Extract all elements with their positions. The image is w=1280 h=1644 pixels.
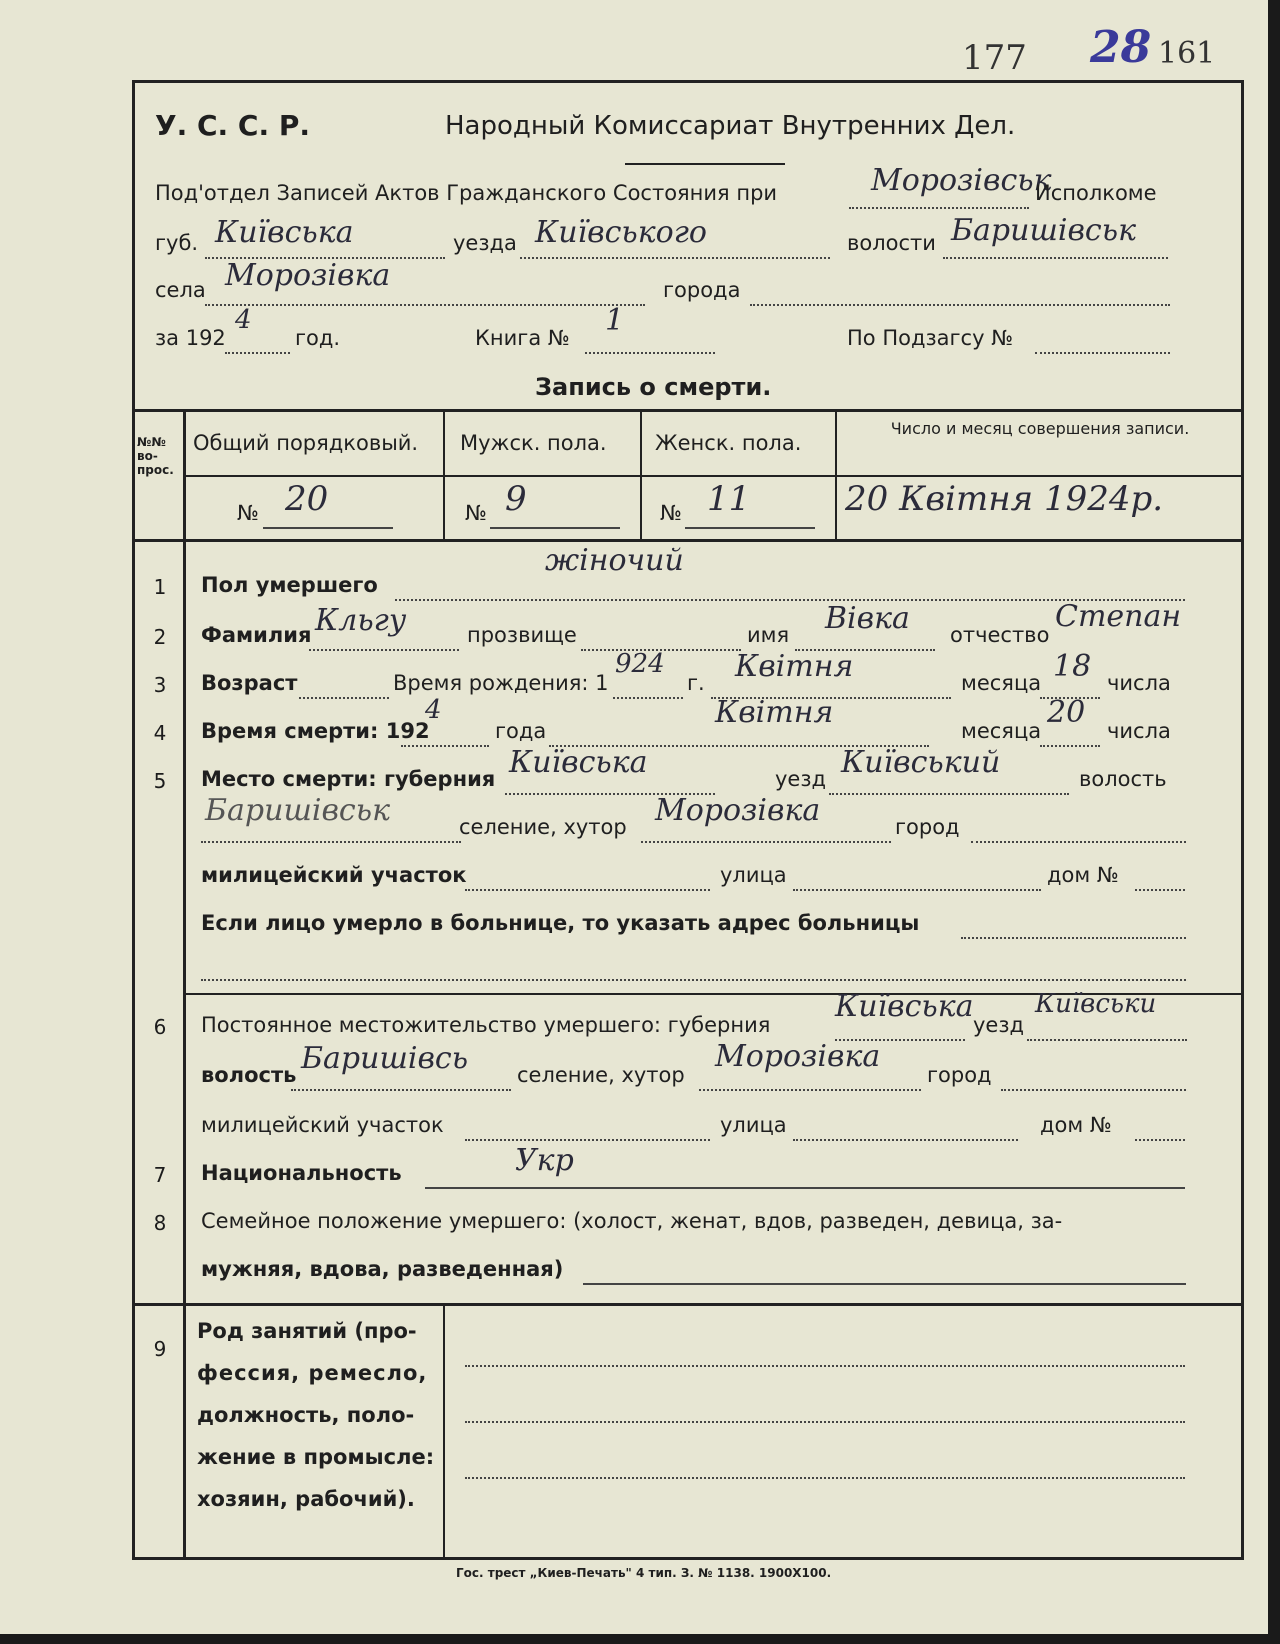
q7-number: 7 (153, 1163, 167, 1187)
archive-mark-suffix: 161 (1158, 36, 1216, 71)
q9-line4: жение в промысле: (197, 1445, 435, 1469)
archive-mark-right: 28 (1090, 22, 1152, 73)
q5-house-label: дом № (1047, 863, 1119, 887)
col-general-header: Общий порядковый. (193, 431, 419, 455)
q5-selenie-label: селение, хутор (459, 815, 627, 839)
q6-number: 6 (153, 1015, 167, 1039)
q9-number: 9 (153, 1337, 167, 1361)
q1-number: 1 (153, 575, 167, 599)
archive-mark-left: 177 (962, 38, 1027, 78)
q3-birth-year: 924 (615, 649, 665, 679)
q3-number: 3 (153, 673, 167, 697)
record-title: Запись о смерти. (535, 373, 772, 401)
q5-volost-label: волость (1079, 767, 1167, 791)
q5-volost-value: Баришівськ (205, 793, 390, 828)
q6-label: Постоянное местожительство умершего: губерния (201, 1013, 771, 1037)
q1-value: жіночий (545, 543, 684, 578)
volost-value: Баришівськ (951, 213, 1136, 248)
printer-footer: Гос. трест „Киев-Печать" 4 тип. З. № 1138. 1900Х100. (456, 1566, 832, 1580)
year-value: 4 (235, 305, 252, 335)
q6-street-label: улица (720, 1113, 787, 1137)
date-value: 20 Квітня 1924р. (845, 479, 1164, 519)
selo-label: села (155, 278, 206, 302)
q2-surname-label: Фамилия (201, 623, 312, 647)
q6-selenie-label: селение, хутор (517, 1063, 685, 1087)
year-suffix: год. (295, 326, 341, 350)
q2-patr-label: отчество (950, 623, 1050, 647)
q6-house-label: дом № (1040, 1113, 1112, 1137)
male-no-label: № (465, 501, 487, 525)
q6-volost-value: Баришівсь (301, 1041, 469, 1076)
republic-label: У. С. С. Р. (155, 109, 310, 142)
q3-day-value: 18 (1053, 649, 1092, 684)
q1-label: Пол умершего (201, 573, 378, 597)
q6-militia-label: милицейский участок (201, 1113, 444, 1137)
q2-number: 2 (153, 625, 167, 649)
q3-g-label: г. (687, 671, 705, 695)
uezd-label: уезда (453, 231, 517, 255)
ispolkom-label: Исполкоме (1035, 181, 1157, 205)
q6-volost-label: волость (201, 1063, 297, 1087)
commissariat-title: Народный Комиссариат Внутренних Дел. (445, 111, 1016, 141)
q2-nick-label: прозвище (467, 623, 577, 647)
q8-line1: Семейное положение умершего: (холост, женат, вдов, разведен, девица, за- (201, 1209, 1063, 1233)
q4-year-value: 4 (425, 695, 442, 725)
q3-month-value: Квітня (735, 649, 854, 684)
q9-line5: хозяин, рабочий). (197, 1487, 415, 1511)
q5-selenie-value: Морозівка (655, 793, 821, 828)
q4-label: Время смерти: 192 (201, 719, 430, 743)
podzags-label: По Подзагсу № (847, 326, 1014, 350)
q3-month-label: месяца (961, 671, 1042, 695)
qnum-header: №№ во-прос. (137, 435, 174, 477)
q9-line3: должность, поло- (197, 1403, 415, 1427)
q5-uezd-value: Київський (841, 745, 1001, 780)
q9-line2: фессия, ремесло, (197, 1361, 428, 1385)
col-date-header: Число и месяц совершения записи. (890, 419, 1190, 438)
q2-surname-value: Кльгу (315, 603, 407, 638)
gub-label: губ. (155, 231, 199, 255)
book-value: 1 (605, 303, 625, 338)
death-record-form (132, 80, 1244, 1560)
general-no-label: № (237, 501, 259, 525)
male-value: 9 (505, 479, 527, 519)
q5-number: 5 (153, 769, 167, 793)
q5-militia-label: милицейский участок (201, 863, 467, 887)
uezd-value: Київського (535, 215, 707, 250)
q6-uezd-label: уезд (973, 1013, 1025, 1037)
q3-age-label: Возраст (201, 671, 298, 695)
general-value: 20 (285, 479, 329, 519)
q4-month-value: Квітня (715, 695, 834, 730)
q2-patr-value: Степан (1055, 599, 1182, 634)
q5-hospital-label: Если лицо умерло в больнице, то указать адрес больницы (201, 911, 920, 935)
q6-gub-value: Київська (835, 989, 974, 1024)
selo-value: Морозівка (225, 258, 391, 293)
subdept-label: Под'отдел Записей Актов Гражданского Состояния при (155, 181, 778, 205)
q5-gorod-label: город (895, 815, 960, 839)
q8-line2: мужняя, вдова, разведенная) (201, 1257, 564, 1281)
q5-gub-value: Київська (509, 745, 648, 780)
q4-year-label: года (495, 719, 547, 743)
q6-uezd-value: Київськи (1035, 989, 1157, 1019)
q4-day-label: числа (1107, 719, 1171, 743)
gub-value: Київська (215, 215, 354, 250)
book-label: Книга № (475, 326, 570, 350)
q4-month-label: месяца (961, 719, 1042, 743)
q5-uezd-label: уезд (775, 767, 827, 791)
q7-label: Национальность (201, 1161, 402, 1185)
q4-day-value: 20 (1047, 695, 1086, 730)
q4-number: 4 (153, 721, 167, 745)
q9-line1: Род занятий (про- (197, 1319, 417, 1343)
female-value: 11 (707, 479, 751, 519)
female-no-label: № (660, 501, 682, 525)
q3-birth-label: Время рождения: 1 (393, 671, 609, 695)
gorod-label: города (663, 278, 741, 302)
q3-day-label: числа (1107, 671, 1171, 695)
q6-gorod-label: город (927, 1063, 992, 1087)
header-divider (625, 163, 785, 165)
col-male-header: Мужск. пола. (460, 431, 607, 455)
q6-selenie-value: Морозівка (715, 1039, 881, 1074)
volost-label: волости (847, 231, 936, 255)
q8-number: 8 (153, 1211, 167, 1235)
q2-name-value: Вівка (825, 601, 910, 636)
year-label: за 192 (155, 326, 226, 350)
col-female-header: Женск. пола. (655, 431, 802, 455)
q5-label: Место смерти: губерния (201, 767, 496, 791)
q5-street-label: улица (720, 863, 787, 887)
q7-value: Укр (515, 1143, 574, 1178)
q2-name-label: имя (747, 623, 790, 647)
subdept-value: Морозівськ (871, 163, 1052, 198)
